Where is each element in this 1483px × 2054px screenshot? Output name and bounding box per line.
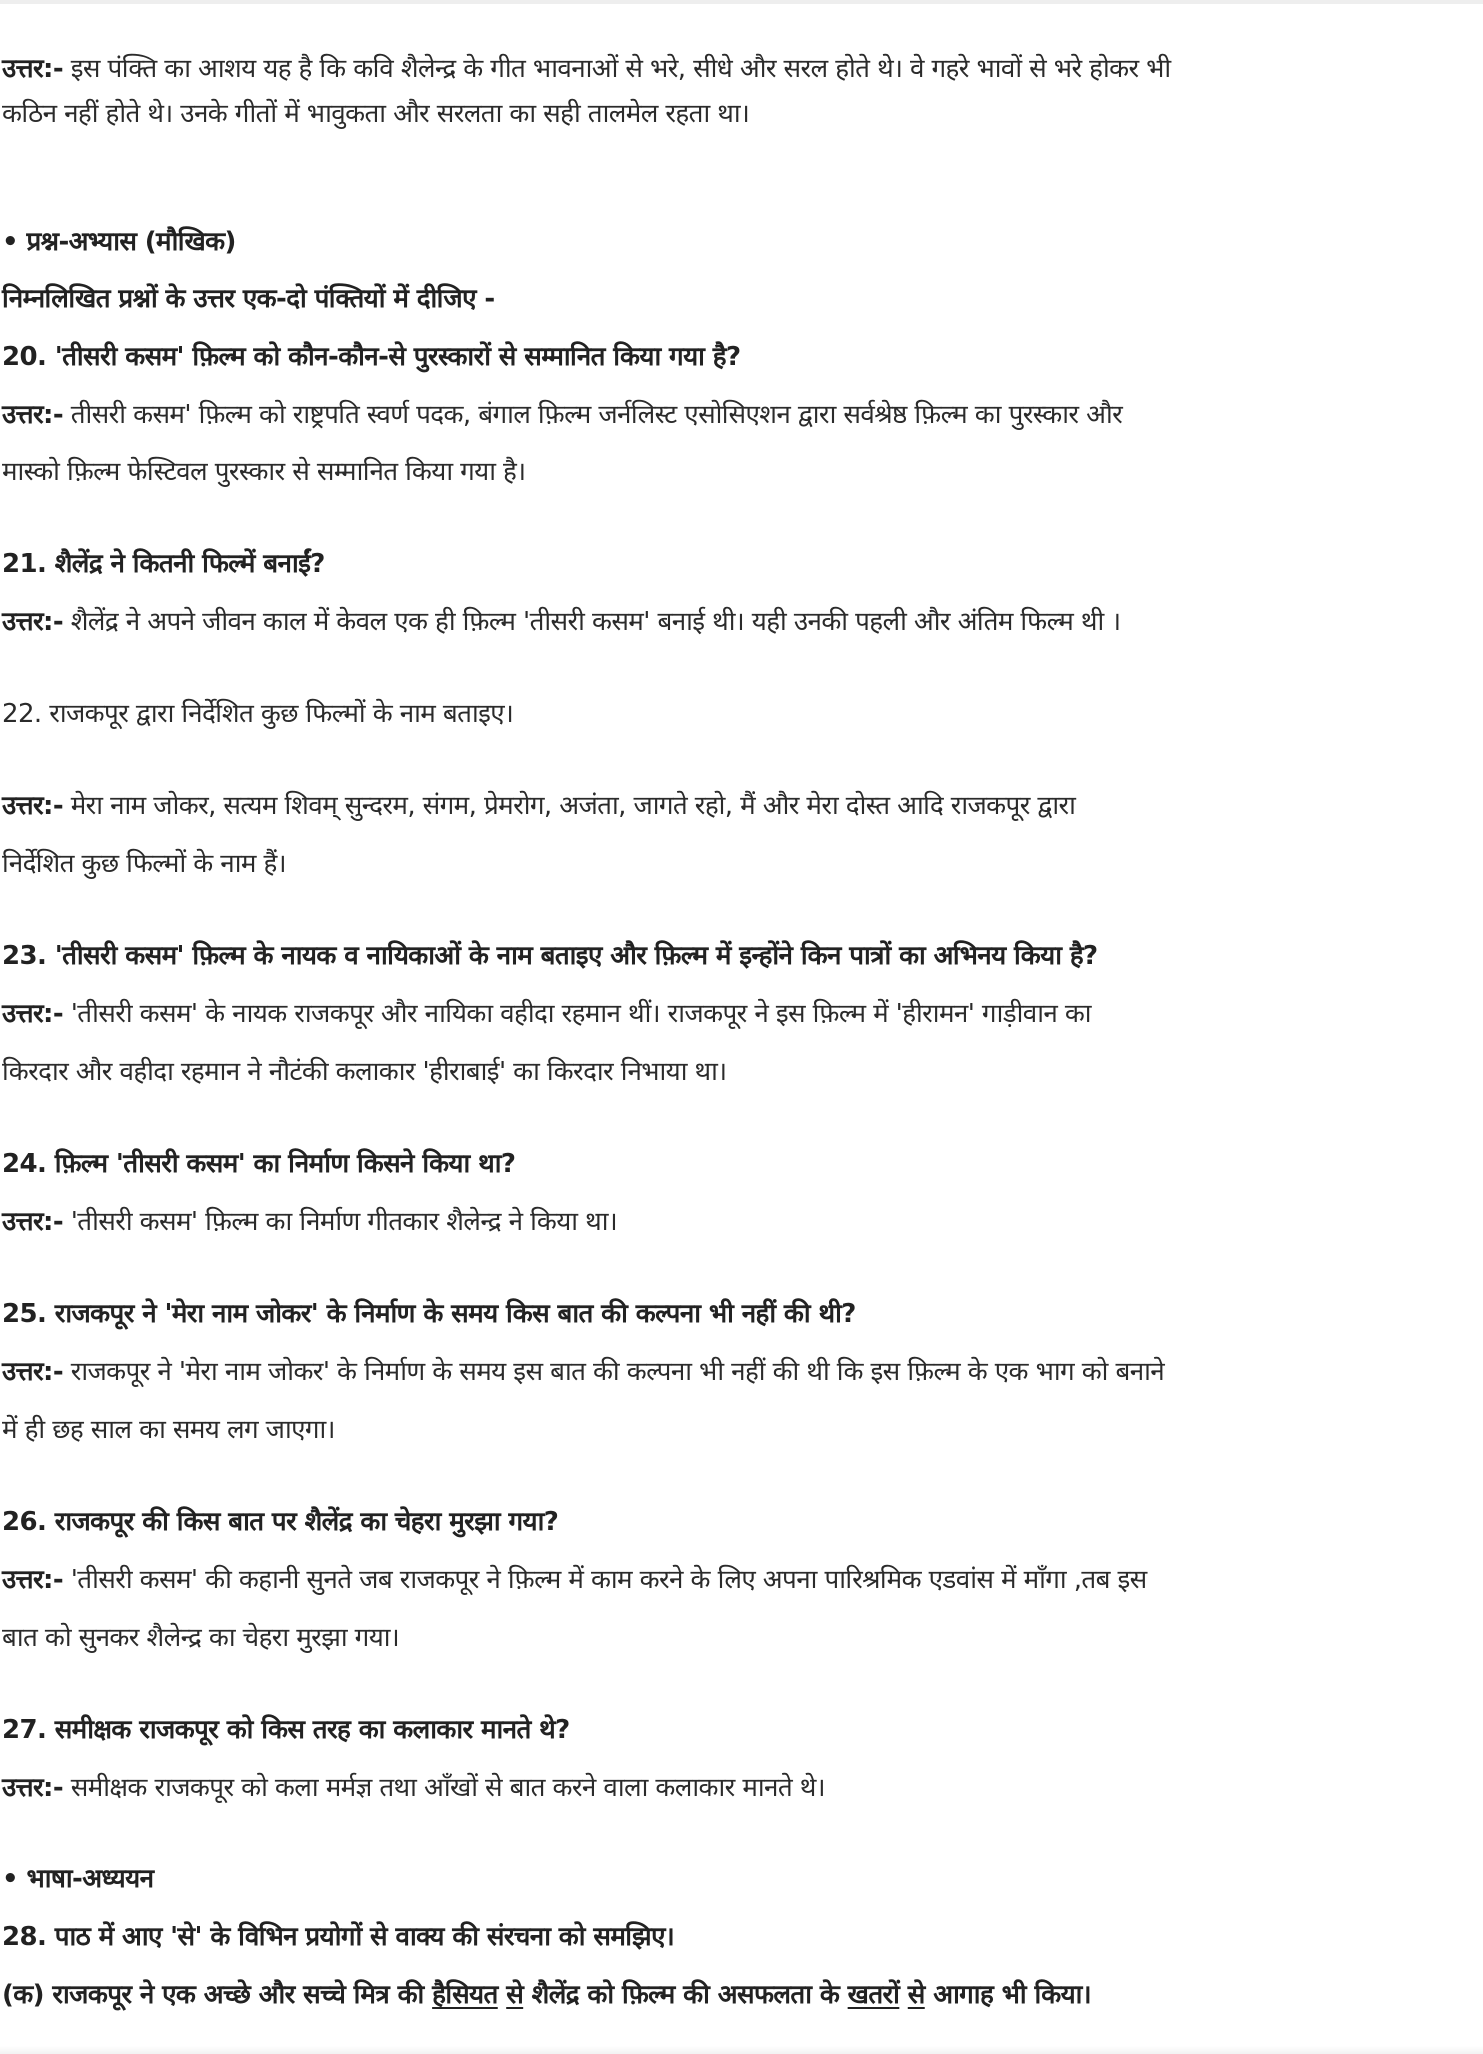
- question-23: 23. 'तीसरी कसम' फ़िल्म के नायक व नायिकाओं के नाम बताइए और फ़िल्म में इन्होंने किन पात्रों का अभिनय किया है?: [2, 941, 1098, 971]
- section-heading-language: • भाषा-अध्ययन: [2, 1864, 154, 1894]
- answer-26-line-2: बात को सुनकर शैलेन्द्र का चेहरा मुरझा गया।: [2, 1623, 400, 1653]
- answer-21-line-1: उत्तर:- शैलेंद्र ने अपने जीवन काल में केवल एक ही फ़िल्म 'तीसरी कसम' बनाई थी। यही उनकी पहली और अंतिम फिल्म थी ।: [2, 607, 1121, 637]
- answer-26-line-1: उत्तर:- 'तीसरी कसम' की कहानी सुनते जब राजकपूर ने फ़िल्म में काम करने के लिए अपना पारिश्रमिक एडवांस में माँगा ,तब इस: [2, 1565, 1147, 1595]
- answer-23-line-1: उत्तर:- 'तीसरी कसम' के नायक राजकपूर और नायिका वहीदा रहमान थीं। राजकपूर ने इस फ़िल्म में 'हीरामन' गाड़ीवान का: [2, 999, 1091, 1029]
- answer-label: उत्तर:-: [2, 1565, 64, 1595]
- underlined-word: से: [907, 1980, 925, 2010]
- section-heading-oral: • प्रश्न-अभ्यास (मौखिक): [2, 227, 236, 257]
- question-28: 28. पाठ में आए 'से' के विभिन प्रयोगों से वाक्य की संरचना को समझिए।: [2, 1922, 675, 1952]
- question-20: 20. 'तीसरी कसम' फ़िल्म को कौन-कौन-से पुरस्कारों से सम्मानित किया गया है?: [2, 342, 741, 372]
- intro-answer-line-2: कठिन नहीं होते थे। उनके गीतों में भावुकता और सरलता का सही तालमेल रहता था।: [2, 99, 750, 129]
- example-ka: (क) राजकपूर ने एक अच्छे और सच्चे मित्र की हैसियत से शैलेंद्र को फ़िल्म की असफलता के खतरों से आगाह भी किया।: [2, 1980, 1092, 2010]
- question-25: 25. राजकपूर ने 'मेरा नाम जोकर' के निर्माण के समय किस बात की कल्पना भी नहीं की थी?: [2, 1299, 856, 1329]
- question-22: 22. राजकपूर द्वारा निर्देशित कुछ फिल्मों के नाम बताइए।: [2, 699, 514, 729]
- answer-25-line-1: उत्तर:- राजकपूर ने 'मेरा नाम जोकर' के निर्माण के समय इस बात की कल्पना भी नहीं की थी कि इस फ़िल्म के एक भाग को बनाने: [2, 1357, 1165, 1387]
- answer-22-line-1: उत्तर:- मेरा नाम जोकर, सत्यम शिवम् सुन्दरम, संगम, प्रेमरोग, अजंता, जागते रहो, मैं और मेरा दोस्त आदि राजकपूर द्वारा: [2, 791, 1076, 821]
- bottom-border: [0, 2046, 1483, 2054]
- section-instruction: निम्नलिखित प्रश्नों के उत्तर एक-दो पंक्तियों में दीजिए -: [2, 284, 495, 314]
- question-24: 24. फ़िल्म 'तीसरी कसम' का निर्माण किसने किया था?: [2, 1149, 516, 1179]
- question-21: 21. शैलेंद्र ने कितनी फिल्में बनाईं?: [2, 549, 325, 579]
- answer-25-line-2: में ही छह साल का समय लग जाएगा।: [2, 1415, 335, 1445]
- answer-label: उत्तर:-: [2, 54, 64, 84]
- answer-20-line-1: उत्तर:- तीसरी कसम' फ़िल्म को राष्ट्रपति स्वर्ण पदक, बंगाल फ़िल्म जर्नलिस्ट एसोसिएशन द्वारा सर्वश्रेष्ठ फ़िल्म का पुरस्कार और: [2, 400, 1123, 430]
- answer-24-line-1: उत्तर:- 'तीसरी कसम' फ़िल्म का निर्माण गीतकार शैलेन्द्र ने किया था।: [2, 1207, 618, 1237]
- answer-22-line-2: निर्देशित कुछ फिल्मों के नाम हैं।: [2, 849, 286, 879]
- answer-label: उत्तर:-: [2, 607, 64, 637]
- answer-27-line-1: उत्तर:- समीक्षक राजकपूर को कला मर्मज्ञ तथा आँखों से बात करने वाला कलाकार मानते थे।: [2, 1773, 826, 1803]
- underlined-word: से: [506, 1980, 524, 2010]
- underlined-word: हैसियत: [432, 1980, 498, 2010]
- answer-label: उत्तर:-: [2, 1357, 64, 1387]
- answer-label: उत्तर:-: [2, 1773, 64, 1803]
- underlined-word: खतरों: [847, 1980, 900, 2010]
- answer-20-line-2: मास्को फ़िल्म फेस्टिवल पुरस्कार से सम्मानित किया गया है।: [2, 457, 526, 487]
- question-27: 27. समीक्षक राजकपूर को किस तरह का कलाकार मानते थे?: [2, 1715, 570, 1745]
- intro-answer-line-1: उत्तर:- इस पंक्ति का आशय यह है कि कवि शैलेन्द्र के गीत भावनाओं से भरे, सीधे और सरल होते थे। वे गहरे भावों से भरे होकर भी: [2, 54, 1171, 84]
- answer-label: उत्तर:-: [2, 1207, 64, 1237]
- answer-label: उत्तर:-: [2, 400, 64, 430]
- answer-label: उत्तर:-: [2, 999, 64, 1029]
- top-border: [0, 0, 1483, 4]
- question-26: 26. राजकपूर की किस बात पर शैलेंद्र का चेहरा मुरझा गया?: [2, 1507, 559, 1537]
- answer-23-line-2: किरदार और वहीदा रहमान ने नौटंकी कलाकार 'हीराबाई' का किरदार निभाया था।: [2, 1057, 727, 1087]
- answer-label: उत्तर:-: [2, 791, 64, 821]
